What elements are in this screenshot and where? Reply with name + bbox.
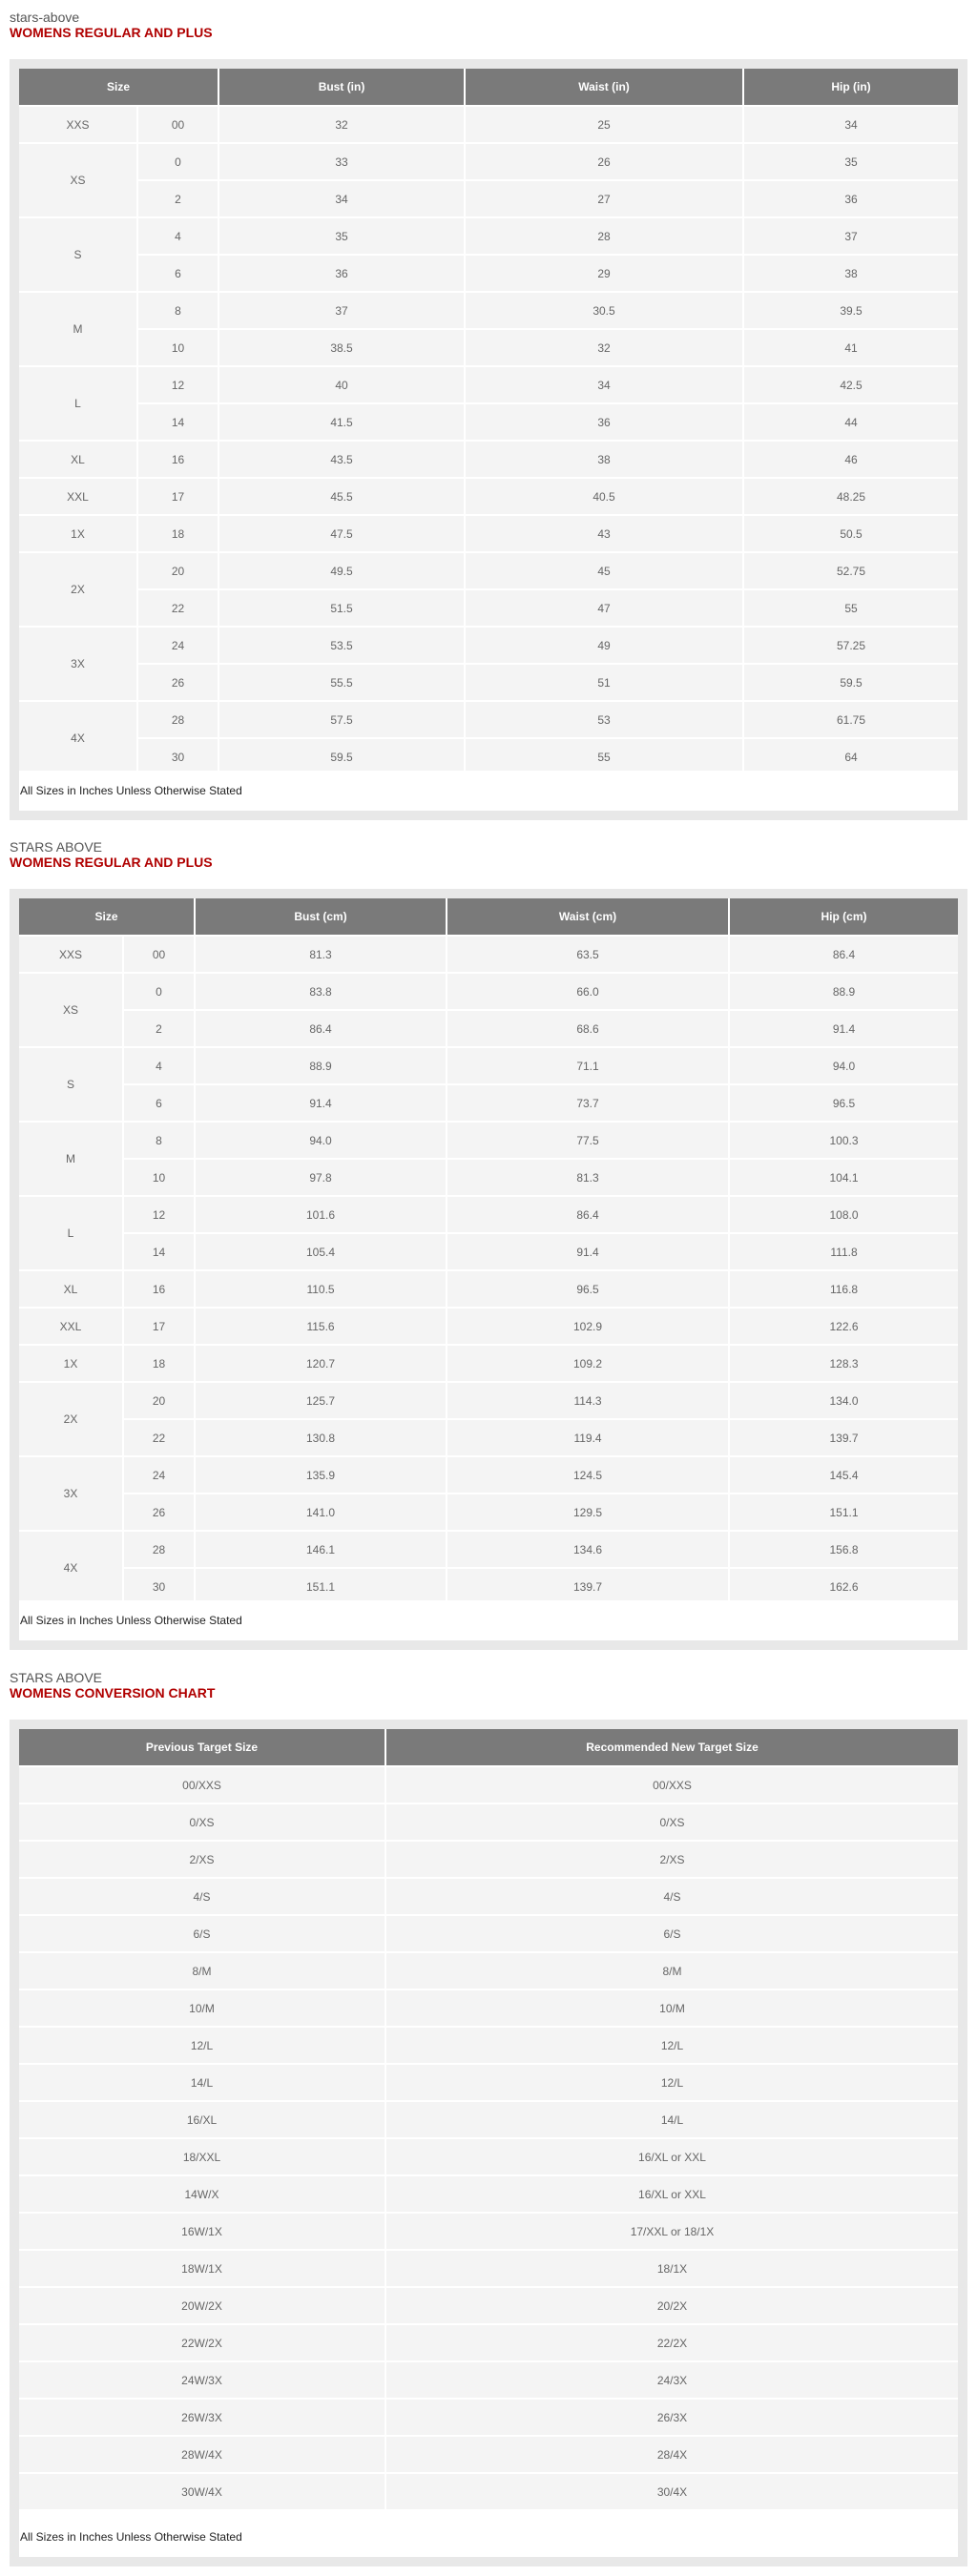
- bust-value: 135.9: [196, 1457, 447, 1494]
- recommended-size: 16/XL or XXL: [386, 2139, 958, 2176]
- waist-value: 36: [466, 404, 744, 442]
- numeric-size: 2: [124, 1011, 196, 1048]
- size-table: [19, 69, 958, 776]
- table-panel: [10, 1720, 967, 2566]
- table-row: [19, 2139, 958, 2176]
- hip-value: 162.6: [730, 1569, 958, 1606]
- numeric-size: 16: [124, 1271, 196, 1309]
- numeric-size: 26: [124, 1494, 196, 1532]
- bust-value: 146.1: [196, 1532, 447, 1569]
- waist-value: 73.7: [447, 1085, 730, 1123]
- table-row: [19, 1383, 958, 1420]
- bust-value: 101.6: [196, 1197, 447, 1234]
- waist-value: 29: [466, 256, 744, 293]
- waist-value: 134.6: [447, 1532, 730, 1569]
- table-row: [19, 1271, 958, 1309]
- recommended-size: 10/M: [386, 1990, 958, 2028]
- previous-size: 26W/3X: [19, 2400, 386, 2437]
- numeric-size: 20: [124, 1383, 196, 1420]
- table-row: [19, 404, 958, 442]
- size-label: L: [19, 1197, 124, 1271]
- waist-value: 139.7: [447, 1569, 730, 1606]
- table-row: [19, 1123, 958, 1160]
- hip-value: 64: [744, 739, 958, 776]
- bust-value: 55.5: [219, 665, 466, 702]
- bust-value: 34: [219, 181, 466, 218]
- hip-value: 91.4: [730, 1011, 958, 1048]
- table-row: [19, 2251, 958, 2288]
- conversion-table: [19, 1729, 958, 2511]
- bust-value: 35: [219, 218, 466, 256]
- bust-value: 88.9: [196, 1048, 447, 1085]
- waist-value: 53: [466, 702, 744, 739]
- numeric-size: 12: [124, 1197, 196, 1234]
- recommended-size: 6/S: [386, 1916, 958, 1953]
- previous-size: 22W/2X: [19, 2325, 386, 2362]
- previous-size: 28W/4X: [19, 2437, 386, 2474]
- table-row: [19, 974, 958, 1011]
- recommended-size: 8/M: [386, 1953, 958, 1990]
- waist-value: 25: [466, 107, 744, 144]
- hip-value: 48.25: [744, 479, 958, 516]
- previous-size: 16/XL: [19, 2102, 386, 2139]
- table-panel: [10, 889, 967, 1650]
- hip-value: 59.5: [744, 665, 958, 702]
- table-row: [19, 181, 958, 218]
- waist-value: 102.9: [447, 1309, 730, 1346]
- waist-value: 86.4: [447, 1197, 730, 1234]
- numeric-size: 28: [138, 702, 219, 739]
- units-note: All Sizes in Inches Unless Otherwise Stated: [19, 1600, 958, 1640]
- numeric-size: 10: [124, 1160, 196, 1197]
- previous-size: 24W/3X: [19, 2362, 386, 2400]
- column-header: Recommended New Target Size: [386, 1729, 958, 1767]
- bust-value: 110.5: [196, 1271, 447, 1309]
- size-label: XS: [19, 974, 124, 1048]
- size-label: 1X: [19, 516, 138, 553]
- size-label: M: [19, 1123, 124, 1197]
- table-row: [19, 1916, 958, 1953]
- units-note: All Sizes in Inches Unless Otherwise Stated: [19, 2517, 958, 2557]
- numeric-size: 12: [138, 367, 219, 404]
- recommended-size: 00/XXS: [386, 1767, 958, 1804]
- bust-value: 51.5: [219, 590, 466, 628]
- numeric-size: 30: [124, 1569, 196, 1606]
- size-label: S: [19, 1048, 124, 1123]
- bust-value: 57.5: [219, 702, 466, 739]
- header-row: [19, 1729, 958, 1767]
- hip-value: 35: [744, 144, 958, 181]
- table-row: [19, 479, 958, 516]
- waist-value: 51: [466, 665, 744, 702]
- table-row: [19, 1011, 958, 1048]
- previous-size: 18W/1X: [19, 2251, 386, 2288]
- waist-value: 114.3: [447, 1383, 730, 1420]
- table-row: [19, 2400, 958, 2437]
- bust-value: 59.5: [219, 739, 466, 776]
- table-row: [19, 2474, 958, 2511]
- table-row: [19, 107, 958, 144]
- bust-value: 125.7: [196, 1383, 447, 1420]
- numeric-size: 4: [138, 218, 219, 256]
- size-label: XXS: [19, 937, 124, 974]
- hip-value: 116.8: [730, 1271, 958, 1309]
- recommended-size: 2/XS: [386, 1842, 958, 1879]
- bust-value: 120.7: [196, 1346, 447, 1383]
- waist-value: 30.5: [466, 293, 744, 330]
- waist-value: 43: [466, 516, 744, 553]
- section-heading: WOMENS REGULAR AND PLUS: [10, 855, 213, 870]
- bust-value: 40: [219, 367, 466, 404]
- bust-value: 97.8: [196, 1160, 447, 1197]
- previous-size: 10/M: [19, 1990, 386, 2028]
- column-header: Waist (in): [466, 69, 744, 107]
- table-row: [19, 2437, 958, 2474]
- table-row: [19, 1197, 958, 1234]
- numeric-size: 6: [124, 1085, 196, 1123]
- waist-value: 77.5: [447, 1123, 730, 1160]
- hip-value: 111.8: [730, 1234, 958, 1271]
- numeric-size: 17: [138, 479, 219, 516]
- table-row: [19, 442, 958, 479]
- recommended-size: 18/1X: [386, 2251, 958, 2288]
- bust-value: 45.5: [219, 479, 466, 516]
- size-label: XXS: [19, 107, 138, 144]
- recommended-size: 28/4X: [386, 2437, 958, 2474]
- table-row: [19, 1953, 958, 1990]
- numeric-size: 24: [138, 628, 219, 665]
- size-label: 4X: [19, 702, 138, 776]
- bust-value: 38.5: [219, 330, 466, 367]
- previous-size: 00/XXS: [19, 1767, 386, 1804]
- hip-value: 139.7: [730, 1420, 958, 1457]
- waist-value: 27: [466, 181, 744, 218]
- table-row: [19, 1804, 958, 1842]
- recommended-size: 4/S: [386, 1879, 958, 1916]
- size-label: XS: [19, 144, 138, 218]
- numeric-size: 24: [124, 1457, 196, 1494]
- table-row: [19, 367, 958, 404]
- recommended-size: 12/L: [386, 2028, 958, 2065]
- column-header: Size: [19, 898, 196, 937]
- units-note: All Sizes in Inches Unless Otherwise Stated: [19, 771, 958, 811]
- numeric-size: 14: [124, 1234, 196, 1271]
- recommended-size: 12/L: [386, 2065, 958, 2102]
- table-panel: [10, 59, 967, 820]
- table-row: [19, 1457, 958, 1494]
- waist-value: 47: [466, 590, 744, 628]
- waist-value: 63.5: [447, 937, 730, 974]
- hip-value: 42.5: [744, 367, 958, 404]
- numeric-size: 0: [124, 974, 196, 1011]
- bust-value: 151.1: [196, 1569, 447, 1606]
- hip-value: 128.3: [730, 1346, 958, 1383]
- bust-value: 33: [219, 144, 466, 181]
- bust-value: 37: [219, 293, 466, 330]
- waist-value: 129.5: [447, 1494, 730, 1532]
- bust-value: 49.5: [219, 553, 466, 590]
- waist-value: 49: [466, 628, 744, 665]
- table-row: [19, 2214, 958, 2251]
- previous-size: 18/XXL: [19, 2139, 386, 2176]
- table-row: [19, 2325, 958, 2362]
- size-label: 2X: [19, 1383, 124, 1457]
- hip-value: 50.5: [744, 516, 958, 553]
- table-row: [19, 1234, 958, 1271]
- table-row: [19, 937, 958, 974]
- hip-value: 57.25: [744, 628, 958, 665]
- table-row: [19, 293, 958, 330]
- previous-size: 12/L: [19, 2028, 386, 2065]
- previous-size: 6/S: [19, 1916, 386, 1953]
- numeric-size: 16: [138, 442, 219, 479]
- size-label: XXL: [19, 479, 138, 516]
- size-label: S: [19, 218, 138, 293]
- numeric-size: 30: [138, 739, 219, 776]
- recommended-size: 24/3X: [386, 2362, 958, 2400]
- table-row: [19, 1494, 958, 1532]
- bust-value: 86.4: [196, 1011, 447, 1048]
- table-row: [19, 1309, 958, 1346]
- table-row: [19, 1085, 958, 1123]
- previous-size: 2/XS: [19, 1842, 386, 1879]
- section-heading: WOMENS REGULAR AND PLUS: [10, 25, 213, 40]
- numeric-size: 20: [138, 553, 219, 590]
- bust-value: 43.5: [219, 442, 466, 479]
- header-row: [19, 69, 958, 107]
- numeric-size: 17: [124, 1309, 196, 1346]
- hip-value: 88.9: [730, 974, 958, 1011]
- waist-value: 96.5: [447, 1271, 730, 1309]
- hip-value: 134.0: [730, 1383, 958, 1420]
- hip-value: 100.3: [730, 1123, 958, 1160]
- waist-value: 45: [466, 553, 744, 590]
- bust-value: 141.0: [196, 1494, 447, 1532]
- table-row: [19, 1842, 958, 1879]
- table-row: [19, 702, 958, 739]
- table-row: [19, 1048, 958, 1085]
- recommended-size: 17/XXL or 18/1X: [386, 2214, 958, 2251]
- table-row: [19, 628, 958, 665]
- numeric-size: 4: [124, 1048, 196, 1085]
- hip-value: 94.0: [730, 1048, 958, 1085]
- hip-value: 38: [744, 256, 958, 293]
- hip-value: 108.0: [730, 1197, 958, 1234]
- waist-value: 66.0: [447, 974, 730, 1011]
- hip-value: 39.5: [744, 293, 958, 330]
- table-row: [19, 2362, 958, 2400]
- hip-value: 36: [744, 181, 958, 218]
- brand-name: stars-above: [10, 10, 80, 25]
- previous-size: 20W/2X: [19, 2288, 386, 2325]
- numeric-size: 14: [138, 404, 219, 442]
- size-label: 2X: [19, 553, 138, 628]
- recommended-size: 0/XS: [386, 1804, 958, 1842]
- hip-value: 61.75: [744, 702, 958, 739]
- waist-value: 91.4: [447, 1234, 730, 1271]
- table-row: [19, 330, 958, 367]
- numeric-size: 0: [138, 144, 219, 181]
- previous-size: 8/M: [19, 1953, 386, 1990]
- size-table: [19, 898, 958, 1606]
- bust-value: 36: [219, 256, 466, 293]
- table-row: [19, 665, 958, 702]
- table-row: [19, 2176, 958, 2214]
- column-header: Waist (cm): [447, 898, 730, 937]
- table-row: [19, 553, 958, 590]
- waist-value: 124.5: [447, 1457, 730, 1494]
- numeric-size: 2: [138, 181, 219, 218]
- table-row: [19, 218, 958, 256]
- bust-value: 94.0: [196, 1123, 447, 1160]
- recommended-size: 26/3X: [386, 2400, 958, 2437]
- column-header: Bust (cm): [196, 898, 447, 937]
- table-container: [19, 69, 958, 811]
- table-row: [19, 2028, 958, 2065]
- numeric-size: 10: [138, 330, 219, 367]
- size-label: 1X: [19, 1346, 124, 1383]
- table-row: [19, 256, 958, 293]
- recommended-size: 20/2X: [386, 2288, 958, 2325]
- table-row: [19, 1767, 958, 1804]
- recommended-size: 22/2X: [386, 2325, 958, 2362]
- table-container: [19, 1729, 958, 2557]
- hip-value: 41: [744, 330, 958, 367]
- size-label: XL: [19, 442, 138, 479]
- numeric-size: 8: [124, 1123, 196, 1160]
- numeric-size: 00: [124, 937, 196, 974]
- bust-value: 81.3: [196, 937, 447, 974]
- column-header: Hip (cm): [730, 898, 958, 937]
- brand-name: STARS ABOVE: [10, 1670, 102, 1685]
- table-row: [19, 2288, 958, 2325]
- bust-value: 105.4: [196, 1234, 447, 1271]
- waist-value: 81.3: [447, 1160, 730, 1197]
- previous-size: 14W/X: [19, 2176, 386, 2214]
- bust-value: 47.5: [219, 516, 466, 553]
- table-row: [19, 2102, 958, 2139]
- bust-value: 130.8: [196, 1420, 447, 1457]
- recommended-size: 30/4X: [386, 2474, 958, 2511]
- column-header: Hip (in): [744, 69, 958, 107]
- numeric-size: 18: [124, 1346, 196, 1383]
- hip-value: 122.6: [730, 1309, 958, 1346]
- brand-name: STARS ABOVE: [10, 839, 102, 855]
- table-row: [19, 1990, 958, 2028]
- table-row: [19, 590, 958, 628]
- previous-size: 0/XS: [19, 1804, 386, 1842]
- waist-value: 119.4: [447, 1420, 730, 1457]
- waist-value: 32: [466, 330, 744, 367]
- previous-size: 14/L: [19, 2065, 386, 2102]
- numeric-size: 22: [124, 1420, 196, 1457]
- waist-value: 26: [466, 144, 744, 181]
- waist-value: 40.5: [466, 479, 744, 516]
- numeric-size: 26: [138, 665, 219, 702]
- header-row: [19, 898, 958, 937]
- table-container: [19, 898, 958, 1640]
- table-row: [19, 1346, 958, 1383]
- hip-value: 145.4: [730, 1457, 958, 1494]
- size-label: 3X: [19, 628, 138, 702]
- previous-size: 30W/4X: [19, 2474, 386, 2511]
- hip-value: 151.1: [730, 1494, 958, 1532]
- hip-value: 156.8: [730, 1532, 958, 1569]
- waist-value: 68.6: [447, 1011, 730, 1048]
- bust-value: 91.4: [196, 1085, 447, 1123]
- hip-value: 34: [744, 107, 958, 144]
- numeric-size: 22: [138, 590, 219, 628]
- size-label: 3X: [19, 1457, 124, 1532]
- column-header: Size: [19, 69, 219, 107]
- table-row: [19, 1879, 958, 1916]
- hip-value: 46: [744, 442, 958, 479]
- hip-value: 96.5: [730, 1085, 958, 1123]
- numeric-size: 8: [138, 293, 219, 330]
- recommended-size: 16/XL or XXL: [386, 2176, 958, 2214]
- section-heading: WOMENS CONVERSION CHART: [10, 1685, 216, 1700]
- recommended-size: 14/L: [386, 2102, 958, 2139]
- size-label: L: [19, 367, 138, 442]
- bust-value: 41.5: [219, 404, 466, 442]
- column-header: Previous Target Size: [19, 1729, 386, 1767]
- numeric-size: 6: [138, 256, 219, 293]
- hip-value: 52.75: [744, 553, 958, 590]
- hip-value: 37: [744, 218, 958, 256]
- table-row: [19, 2065, 958, 2102]
- table-row: [19, 1420, 958, 1457]
- waist-value: 55: [466, 739, 744, 776]
- hip-value: 55: [744, 590, 958, 628]
- waist-value: 34: [466, 367, 744, 404]
- bust-value: 83.8: [196, 974, 447, 1011]
- previous-size: 4/S: [19, 1879, 386, 1916]
- previous-size: 16W/1X: [19, 2214, 386, 2251]
- hip-value: 104.1: [730, 1160, 958, 1197]
- bust-value: 32: [219, 107, 466, 144]
- waist-value: 71.1: [447, 1048, 730, 1085]
- size-label: XL: [19, 1271, 124, 1309]
- waist-value: 28: [466, 218, 744, 256]
- hip-value: 86.4: [730, 937, 958, 974]
- waist-value: 38: [466, 442, 744, 479]
- numeric-size: 00: [138, 107, 219, 144]
- table-row: [19, 516, 958, 553]
- bust-value: 115.6: [196, 1309, 447, 1346]
- size-label: M: [19, 293, 138, 367]
- size-label: XXL: [19, 1309, 124, 1346]
- table-row: [19, 1160, 958, 1197]
- column-header: Bust (in): [219, 69, 466, 107]
- numeric-size: 28: [124, 1532, 196, 1569]
- size-label: 4X: [19, 1532, 124, 1606]
- table-row: [19, 1532, 958, 1569]
- bust-value: 53.5: [219, 628, 466, 665]
- waist-value: 109.2: [447, 1346, 730, 1383]
- table-row: [19, 144, 958, 181]
- hip-value: 44: [744, 404, 958, 442]
- numeric-size: 18: [138, 516, 219, 553]
